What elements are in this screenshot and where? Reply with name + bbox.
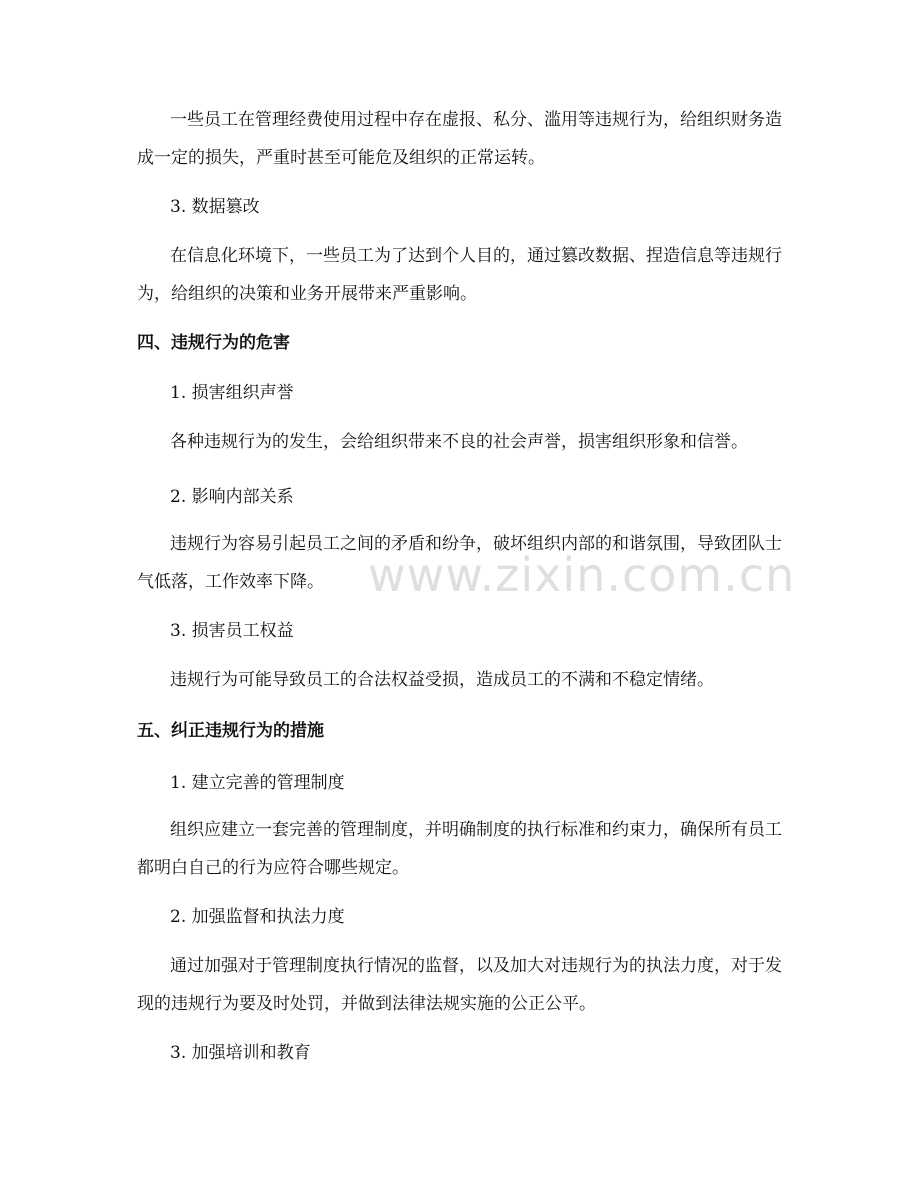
list-item-employee-rights: 3. 损害员工权益 — [170, 621, 294, 641]
paragraph-supervision: 通过加强对于管理制度执行情况的监督，以及加大对违规行为的执法力度，对于发现的违规行为要及时处罚，并做到法律法规实施的公正公平。 — [137, 956, 782, 1014]
paragraph-expense-misuse: 一些员工在管理经费使用过程中存在虚报、私分、滥用等违规行为，给组织财务造成一定的损失，严重时甚至可能危及组织的正常运转。 — [137, 110, 782, 168]
section-heading-measures: 五、纠正违规行为的措施 — [137, 721, 324, 741]
list-item-management-system: 1. 建立完善的管理制度 — [170, 773, 345, 793]
list-item-training: 3. 加强培训和教育 — [170, 1043, 311, 1063]
paragraph-internal-relations: 违规行为容易引起员工之间的矛盾和纷争，破坏组织内部的和谐氛围，导致团队士气低落，工作效率下降。 — [137, 534, 782, 592]
list-item-internal-relations: 2. 影响内部关系 — [170, 487, 294, 507]
paragraph-management-system: 组织应建立一套完善的管理制度，并明确制度的执行标准和约束力，确保所有员工都明白自己的行为应符合哪些规定。 — [137, 820, 782, 878]
list-item-data-tampering: 3. 数据篡改 — [170, 197, 260, 217]
paragraph-employee-rights: 违规行为可能导致员工的合法权益受损，造成员工的不满和不稳定情绪。 — [170, 670, 714, 690]
list-item-supervision: 2. 加强监督和执法力度 — [170, 907, 345, 927]
paragraph-reputation: 各种违规行为的发生，会给组织带来不良的社会声誉，损害组织形象和信誉。 — [170, 432, 748, 452]
watermark: www.zixin.com.cn — [368, 548, 796, 602]
list-item-reputation: 1. 损害组织声誉 — [170, 383, 294, 403]
section-heading-harms: 四、违规行为的危害 — [137, 333, 290, 353]
paragraph-data-tampering: 在信息化环境下，一些员工为了达到个人目的，通过篡改数据、捏造信息等违规行为，给组织的决策和业务开展带来严重影响。 — [137, 246, 782, 304]
